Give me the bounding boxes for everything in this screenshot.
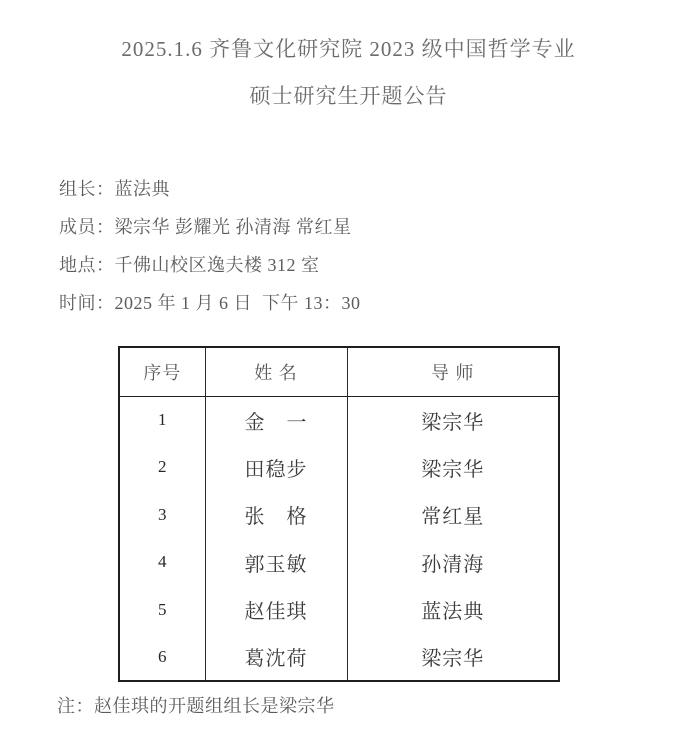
title-line-2: 硕士研究生开题公告 [249, 84, 448, 108]
location-label: 地点： [59, 255, 115, 275]
table-row [119, 444, 559, 492]
row-advisor: 梁宗华 [347, 444, 559, 492]
info-line-members [59, 208, 697, 246]
info-line-location [59, 246, 697, 284]
row-no: 2 [158, 457, 167, 477]
row-name: 金 一 [205, 396, 347, 444]
title-line-1: 2025.1.6 齐鲁文化研究院 2023 级中国哲学专业 [121, 37, 576, 61]
row-name: 赵佳琪 [205, 586, 347, 634]
row-name: 田稳步 [205, 444, 347, 492]
location-value: 千佛山校区逸夫楼 312 室 [114, 255, 320, 275]
header-cell-no: 序号 [119, 347, 205, 396]
info-list [59, 170, 697, 322]
members-value: 梁宗华 彭耀光 孙清海 常红星 [114, 217, 352, 237]
row-no: 5 [158, 599, 167, 619]
header-cell-name: 姓 名 [205, 347, 347, 396]
table-header-row [119, 347, 559, 396]
leader-value: 蓝法典 [114, 179, 170, 199]
table-row [119, 396, 559, 444]
table-row [119, 491, 559, 539]
table-row [119, 634, 559, 682]
row-name: 张 格 [205, 491, 347, 539]
table-body [119, 396, 559, 681]
table-header [119, 347, 559, 396]
header-cell-advisor: 导 师 [347, 347, 559, 396]
time-label: 时间： [59, 293, 115, 313]
info-line-time [59, 284, 697, 322]
row-no: 6 [158, 646, 167, 666]
footnote [57, 695, 697, 717]
row-no: 3 [158, 504, 167, 524]
row-no: 4 [158, 552, 167, 572]
time-value: 2025 年 1 月 6 日 下午 13：30 [114, 293, 361, 313]
table-row [119, 586, 559, 634]
row-advisor: 常红星 [347, 491, 559, 539]
members-label: 成员： [59, 217, 115, 237]
footnote-text: 赵佳琪的开题组组长是梁宗华 [94, 696, 335, 716]
student-advisor-table [118, 346, 560, 682]
info-line-leader [59, 170, 697, 208]
row-advisor: 梁宗华 [347, 396, 559, 444]
table-row [119, 539, 559, 587]
row-name: 葛沈荷 [205, 634, 347, 682]
row-advisor: 梁宗华 [347, 634, 559, 682]
leader-label: 组长： [59, 179, 115, 199]
row-advisor: 蓝法典 [347, 586, 559, 634]
footnote-label: 注： [57, 696, 94, 716]
row-advisor: 孙清海 [347, 539, 559, 587]
row-name: 郭玉敏 [205, 539, 347, 587]
row-no: 1 [158, 410, 167, 429]
page-title [0, 0, 697, 120]
